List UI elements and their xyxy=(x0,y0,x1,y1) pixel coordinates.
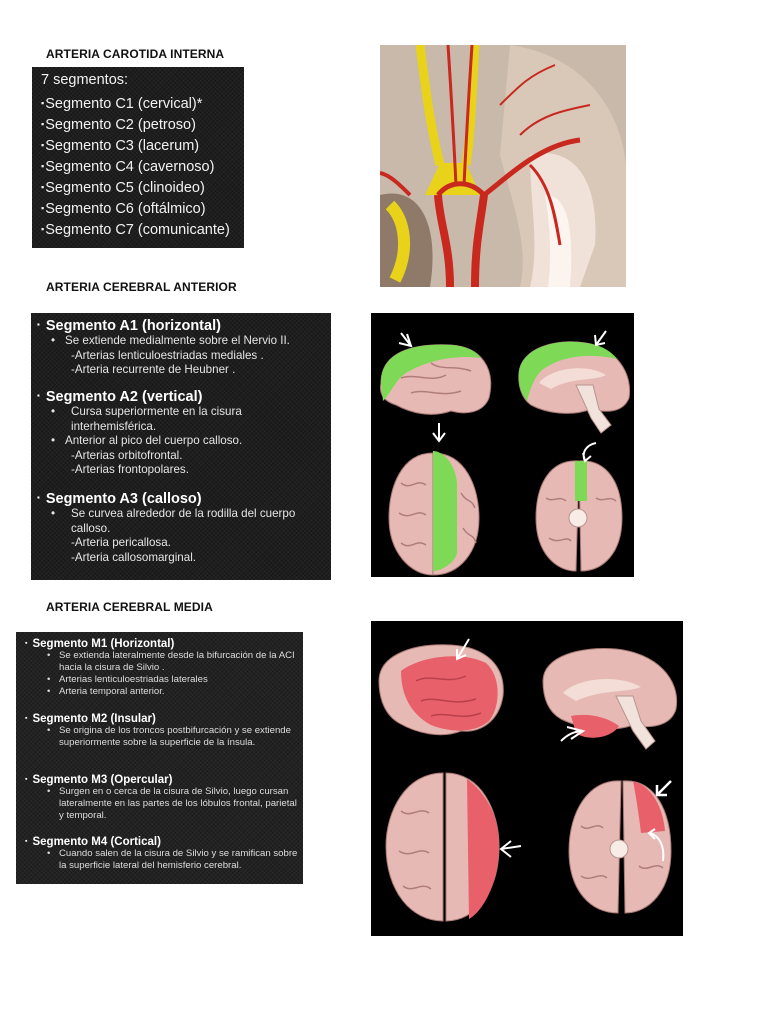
anterior-territory-illustration xyxy=(371,313,634,577)
list-item: ▪Segmento C4 (cavernoso) xyxy=(41,159,215,175)
carotid-text-panel xyxy=(32,67,244,248)
list-item: • Arterias lenticuloestriadas laterales xyxy=(25,674,299,686)
segment-a3 xyxy=(37,491,327,565)
media-heading: ARTERIA CEREBRAL MEDIA xyxy=(46,600,213,614)
carotid-intro: 7 segmentos: xyxy=(41,72,129,88)
list-item: -Arteria callosomarginal. xyxy=(71,550,197,564)
segment-title: ▪ Segmento A1 (horizontal) xyxy=(37,318,221,334)
segment-title: ▪ Segmento A3 (calloso) xyxy=(37,491,202,507)
segment-title: ▪ Segmento M3 (Opercular) xyxy=(25,774,173,786)
list-item: • Se extiende medialmente sobre el Nervio II. xyxy=(51,334,290,347)
carotid-anatomy-illustration xyxy=(380,45,626,287)
media-territory-illustration xyxy=(371,621,683,936)
list-item: • Se origina de los troncos postbifurcación y se extiende superiormente sobre la superficie de la ínsula. xyxy=(25,725,299,749)
list-item: -Arteria recurrente de Heubner . xyxy=(71,363,236,377)
list-item: ▪Segmento C1 (cervical)* xyxy=(41,96,203,112)
anterior-heading: ARTERIA CEREBRAL ANTERIOR xyxy=(46,280,237,294)
segment-title: ▪ Segmento M1 (Horizontal) xyxy=(25,638,175,650)
list-item: • Se extienda lateralmente desde la bifurcación de la ACI hacia la cisura de Silvio . xyxy=(25,650,299,674)
segment-m2 xyxy=(25,713,299,749)
carotid-segment-list xyxy=(41,93,230,240)
segment-title: ▪ Segmento A2 (vertical) xyxy=(37,389,203,405)
list-item: • Cuando salen de la cisura de Silvio y se ramifican sobre la superficie lateral del hemisferio cerebral. xyxy=(25,848,299,872)
list-item: -Arteria pericallosa. xyxy=(71,536,171,550)
segment-m1 xyxy=(25,638,299,698)
list-item: • Cursa superiormente en la cisura interhemisférica. xyxy=(51,405,242,433)
list-item: • Surgen en o cerca de la cisura de Silvio, luego cursan lateralmente en las partes de los lóbulos frontal, parietal y temporal. xyxy=(25,786,299,822)
segment-title: ▪ Segmento M2 (Insular) xyxy=(25,713,156,725)
segment-a2 xyxy=(37,389,327,478)
list-item: -Arterias orbitofrontal. xyxy=(71,448,183,462)
list-item: ▪Segmento C3 (lacerum) xyxy=(41,138,200,154)
list-item: • Se curvea alrededor de la rodilla del cuerpo calloso. xyxy=(51,507,296,535)
segment-title: ▪ Segmento M4 (Cortical) xyxy=(25,836,161,848)
list-item: ▪Segmento C2 (petroso) xyxy=(41,117,196,133)
list-item: ▪Segmento C5 (clinoideo) xyxy=(41,180,205,196)
list-item: ▪Segmento C7 (comunicante) xyxy=(41,222,230,238)
segment-m3 xyxy=(25,774,299,822)
media-text-panel xyxy=(16,632,303,884)
list-item: • Anterior al pico del cuerpo calloso. xyxy=(51,434,243,448)
list-item: -Arterias lenticuloestriadas mediales . xyxy=(71,348,264,362)
anterior-text-panel xyxy=(31,313,331,580)
segment-a1 xyxy=(37,318,327,378)
list-item: -Arterias frontopolares. xyxy=(71,463,189,477)
carotid-heading: ARTERIA CAROTIDA INTERNA xyxy=(46,47,225,61)
list-item: ▪Segmento C6 (oftálmico) xyxy=(41,201,206,217)
list-item: • Arteria temporal anterior. xyxy=(25,686,299,698)
segment-m4 xyxy=(25,836,299,872)
